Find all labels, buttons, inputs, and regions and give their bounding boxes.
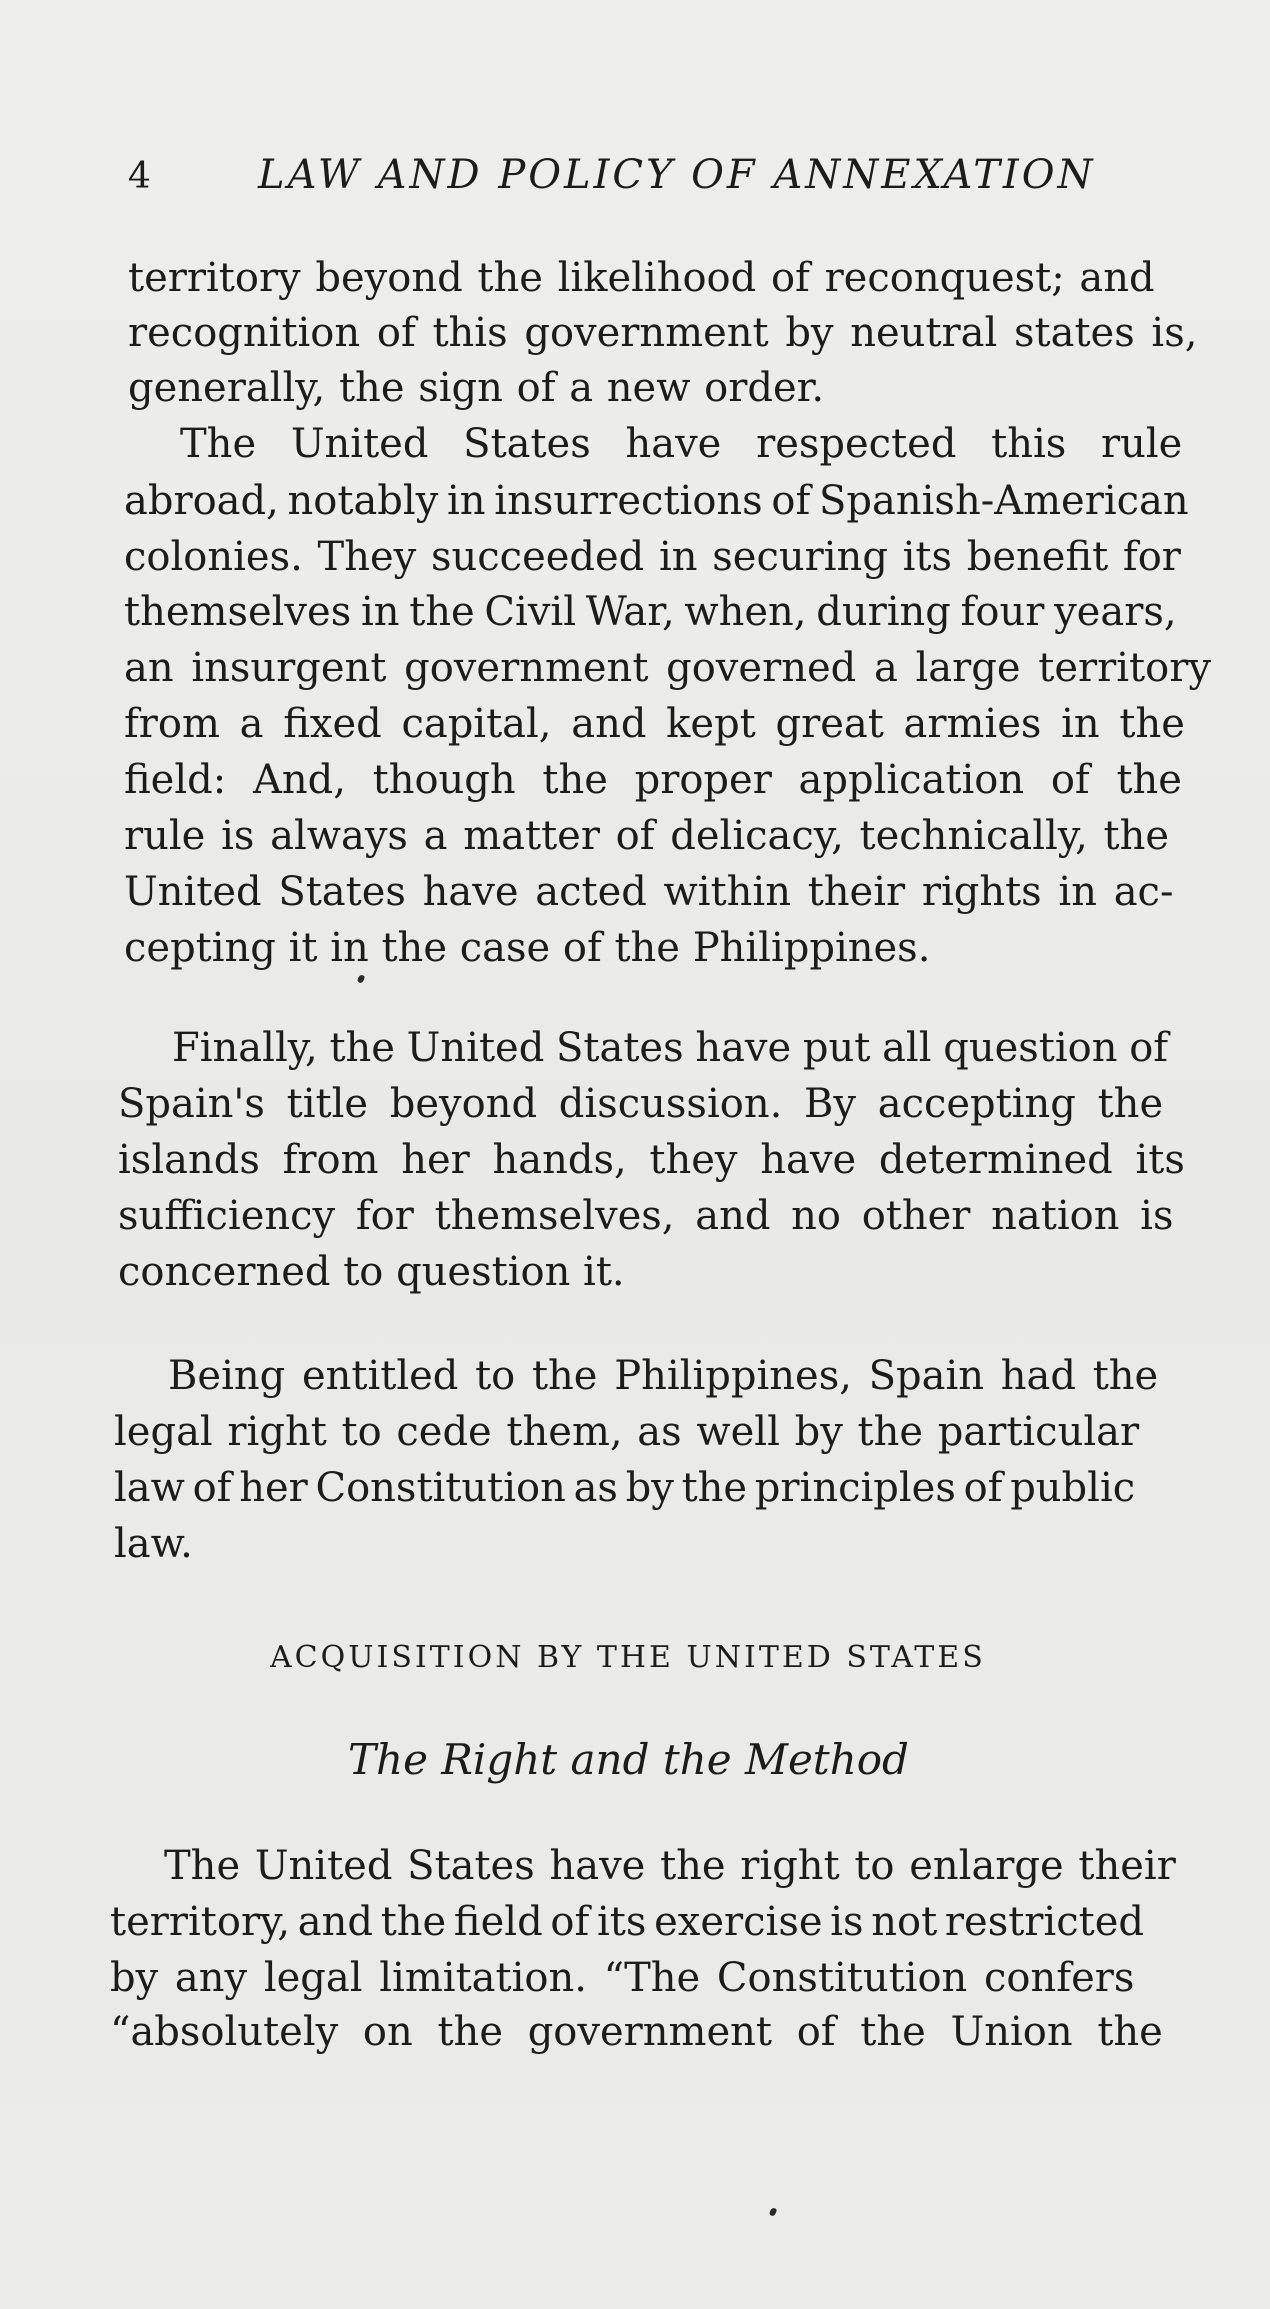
text-line: territory beyond the likelihood of reconquest; and [128,255,1155,301]
page-header [128,150,1128,210]
subsection-heading: The Right and the Method [348,1735,909,1784]
section-heading: ACQUISITION BY THE UNITED STATES [270,1640,986,1675]
running-title: LAW AND POLICY OF ANNEXATION [258,152,1096,198]
text-line: law. [114,1521,193,1567]
text-line: sufficiency for themselves, and no other nation is [118,1193,1174,1239]
ink-speck [769,2207,777,2217]
text-line: generally, the sign of a new order. [128,365,825,411]
text-line: The United States have the right to enlarge their [164,1843,1176,1889]
text-line: an insurgent government governed a large territory [124,645,1211,691]
text-line: “absolutely on the government of the Union the [110,2009,1163,2055]
text-line: from a fixed capital, and kept great armies in the [124,701,1185,747]
text-line: abroad, notably in insurrections of Spanish-American [124,478,1189,524]
text-line: islands from her hands, they have determined its [118,1137,1185,1183]
page-number: 4 [128,156,151,197]
ink-speck [357,974,365,984]
text-line: by any legal limitation. “The Constitution confers [110,1955,1135,2001]
text-line: United States have acted within their rights in ac- [124,869,1174,915]
text-line: colonies. They succeeded in securing its benefit for [124,534,1181,580]
text-line: themselves in the Civil War, when, during four years, [124,589,1177,635]
text-line: legal right to cede them, as well by the particular [114,1409,1140,1455]
text-line: Finally, the United States have put all question of [172,1025,1169,1071]
text-line: Spain's title beyond discussion. By accepting the [118,1081,1164,1127]
text-line: rule is always a matter of delicacy, technically, the [124,813,1170,859]
text-line: Being entitled to the Philippines, Spain had the [168,1353,1159,1399]
text-line: territory, and the field of its exercise is not restricted [110,1899,1144,1945]
text-line: field: And, though the proper application of the [124,757,1182,803]
text-line: concerned to question it. [118,1249,625,1295]
text-line: The United States have respected this rule [180,421,1183,467]
text-line: cepting it in the case of the Philippines. [124,925,931,971]
text-line: recognition of this government by neutral states is, [128,310,1198,356]
text-line: law of her Constitution as by the principles of public [114,1465,1136,1511]
